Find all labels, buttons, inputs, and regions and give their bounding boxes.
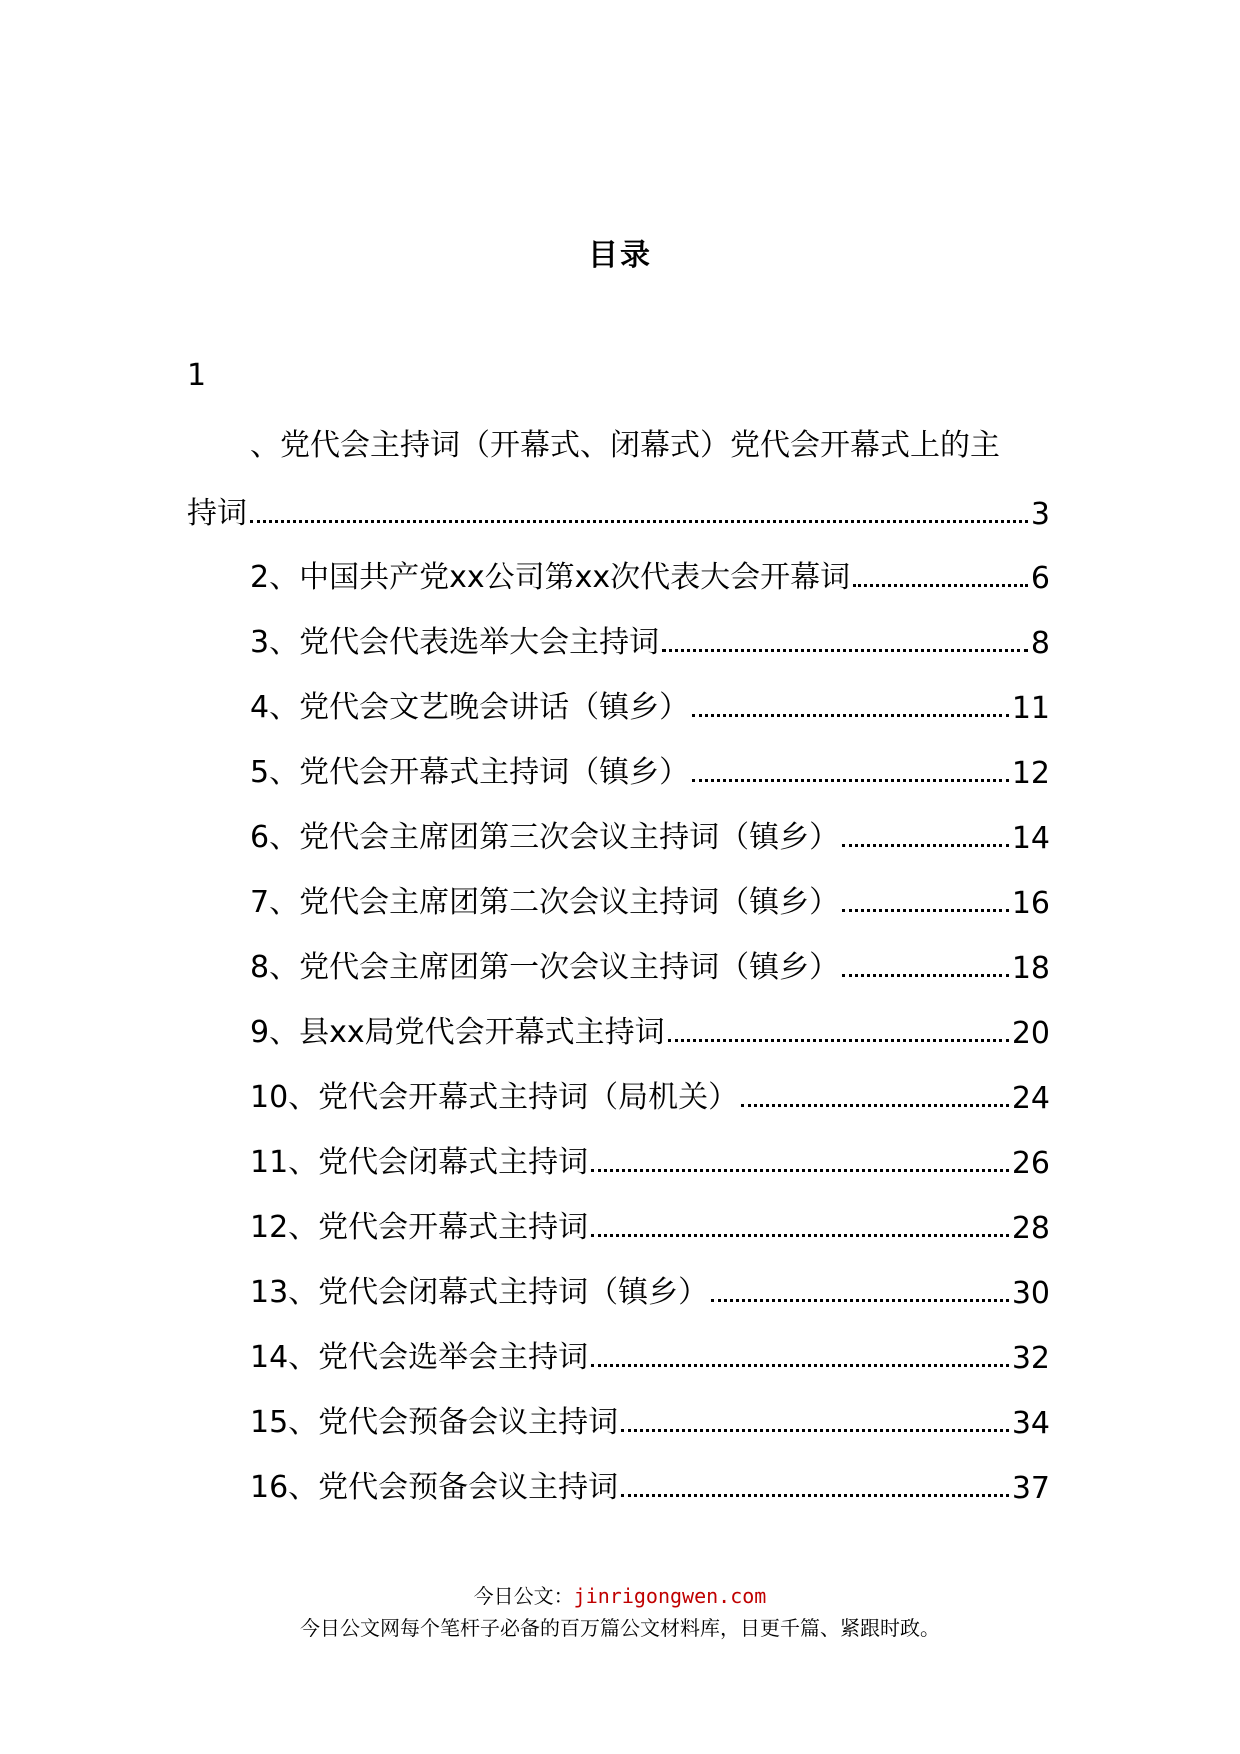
footer-site-line [0, 1580, 1240, 1609]
toc-entry-page: 28 [1011, 1211, 1050, 1246]
dot-leader [621, 1429, 1009, 1432]
footer-prefix: 今日公文： [473, 1584, 574, 1608]
toc-entry[interactable] [250, 1397, 1050, 1441]
toc-entry-label: 11、党代会闭幕式主持词 [250, 1145, 589, 1180]
footer-tagline: 今日公文网每个笔杆子必备的百万篇公文材料库，日更千篇、紧跟时政。 [300, 1616, 940, 1640]
toc-entry-label: 2、中国共产党xx公司第xx次代表大会开幕词 [250, 560, 851, 595]
dot-leader [692, 779, 1009, 782]
toc-entry-label: 6、党代会主席团第三次会议主持词（镇乡） [250, 820, 840, 855]
toc-entry[interactable] [250, 812, 1050, 856]
footer-url-link[interactable]: jinrigongwen.com [573, 1584, 767, 1608]
toc-entry-label: 9、县xx局党代会开幕式主持词 [250, 1015, 665, 1050]
toc-entry[interactable] [250, 617, 1050, 661]
toc-entry-page: 34 [1011, 1406, 1050, 1441]
toc-entry-label: 16、党代会预备会议主持词 [250, 1470, 619, 1505]
toc-entry-page: 30 [1011, 1276, 1050, 1311]
toc-entry-page: 32 [1011, 1341, 1050, 1376]
toc-entry-page: 12 [1011, 756, 1050, 791]
dot-leader [591, 1364, 1009, 1367]
dot-leader [250, 520, 1028, 523]
toc-entry-label: 3、党代会代表选举大会主持词 [250, 625, 660, 660]
dot-leader [842, 974, 1009, 977]
toc-entry[interactable] [250, 682, 1050, 726]
dot-leader [853, 584, 1028, 587]
toc-entry-1-line2[interactable] [187, 488, 1050, 532]
toc-entry-page: 3 [1030, 497, 1050, 532]
toc-entry[interactable] [250, 1072, 1050, 1116]
toc-entry-label: 8、党代会主席团第一次会议主持词（镇乡） [250, 950, 840, 985]
dot-leader [842, 909, 1009, 912]
toc-entry[interactable] [250, 747, 1050, 791]
toc-entry-label: 12、党代会开幕式主持词 [250, 1210, 589, 1245]
toc-entry-page: 6 [1030, 561, 1050, 596]
toc-entry[interactable] [250, 942, 1050, 986]
toc-entry[interactable] [250, 1267, 1050, 1311]
toc-entry-label: 5、党代会开幕式主持词（镇乡） [250, 755, 690, 790]
toc-first-number: 1 [187, 358, 207, 393]
toc-entry-page: 26 [1011, 1146, 1050, 1181]
dot-leader [591, 1234, 1009, 1237]
toc-entry-page: 11 [1011, 691, 1050, 726]
toc-entry[interactable] [250, 1137, 1050, 1181]
dot-leader [692, 714, 1009, 717]
toc-entry[interactable] [250, 1462, 1050, 1506]
toc-entry[interactable] [250, 1332, 1050, 1376]
toc-entry-page: 20 [1011, 1016, 1050, 1051]
toc-entry-page: 24 [1011, 1081, 1050, 1116]
toc-entry[interactable] [250, 1007, 1050, 1051]
toc-entry-label: 4、党代会文艺晚会讲话（镇乡） [250, 690, 690, 725]
toc-entry-page: 8 [1030, 626, 1050, 661]
toc-entry-label: 持词 [187, 496, 247, 531]
toc-entry-label: 15、党代会预备会议主持词 [250, 1405, 619, 1440]
toc-entry-label: 13、党代会闭幕式主持词（镇乡） [250, 1275, 709, 1310]
toc-entry-label: 14、党代会选举会主持词 [250, 1340, 589, 1375]
toc-entry[interactable] [250, 1202, 1050, 1246]
dot-leader [662, 649, 1028, 652]
dot-leader [741, 1104, 1009, 1107]
toc-entry-1-line1[interactable]: 、党代会主持词（开幕式、闭幕式）党代会开幕式上的主 [250, 428, 1000, 463]
toc-entry-page: 14 [1011, 821, 1050, 856]
page-title: 目录 [588, 238, 652, 273]
dot-leader [711, 1299, 1009, 1302]
dot-leader [591, 1169, 1009, 1172]
dot-leader [842, 844, 1009, 847]
toc-entry-page: 37 [1011, 1471, 1050, 1506]
dot-leader [621, 1494, 1009, 1497]
toc-entry-label: 10、党代会开幕式主持词（局机关） [250, 1080, 739, 1115]
dot-leader [668, 1039, 1009, 1042]
toc-entry-page: 18 [1011, 951, 1050, 986]
toc-entry-page: 16 [1011, 886, 1050, 921]
toc-entry-label: 7、党代会主席团第二次会议主持词（镇乡） [250, 885, 840, 920]
toc-entry[interactable] [250, 552, 1050, 596]
toc-entry[interactable] [250, 877, 1050, 921]
